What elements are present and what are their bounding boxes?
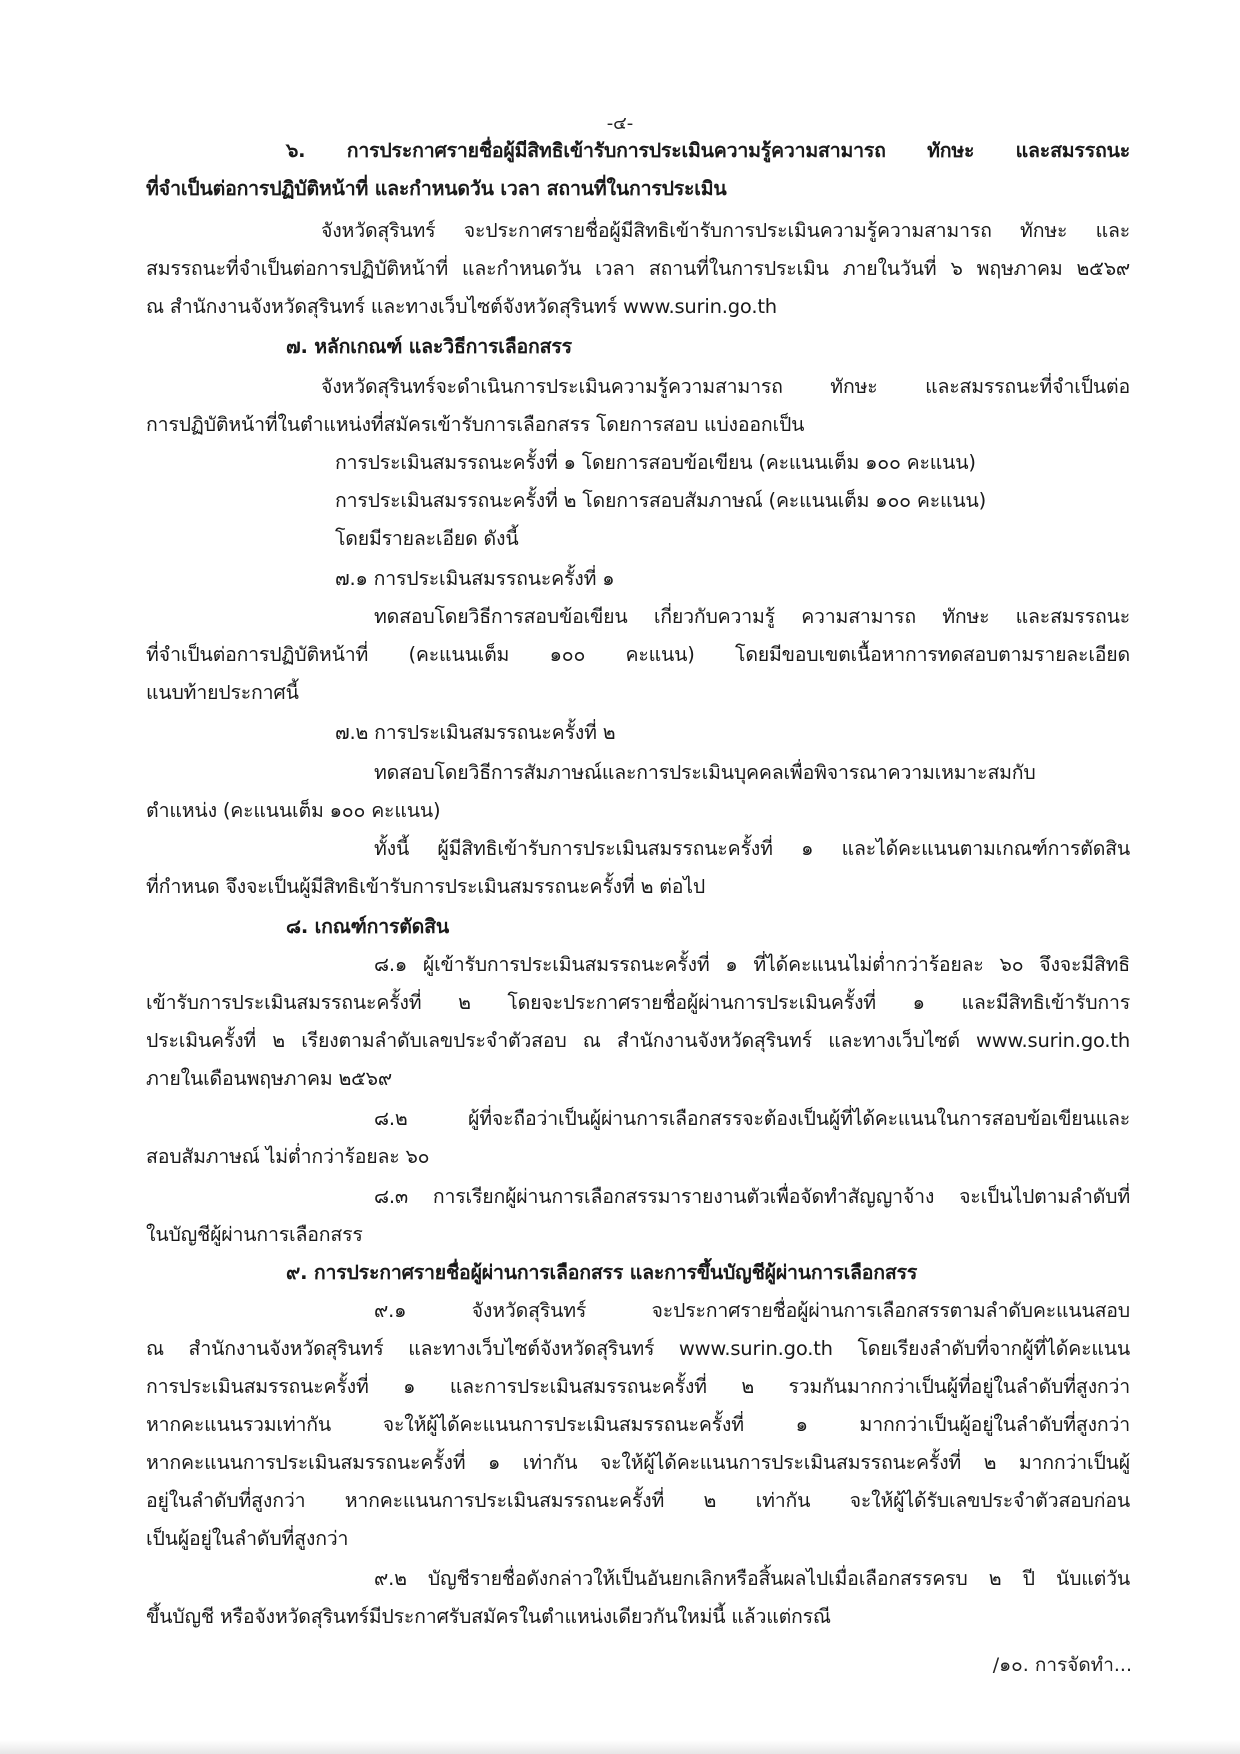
paragraph-line: ภายในเดือนพฤษภาคม ๒๕๖๙ bbox=[146, 1067, 392, 1090]
paragraph-line: ๙.๒ บัญชีรายชื่อดังกล่าวให้เป็นอันยกเลิกหรือสิ้นผลไปเมื่อเลือกสรรครบ ๒ ปี นับแต่วัน bbox=[374, 1567, 1130, 1590]
paragraph-line: ณ สำนักงานจังหวัดสุรินทร์ และทางเว็บไซต์จังหวัดสุรินทร์ www.surin.go.th โดยเรียงลำดับที่จากผู้ที่ได้คะแนน bbox=[146, 1337, 1130, 1360]
paragraph-line: ที่กำหนด จึงจะเป็นผู้มีสิทธิเข้ารับการประเมินสมรรถนะครั้งที่ ๒ ต่อไป bbox=[146, 875, 706, 898]
paragraph-line: หากคะแนนรวมเท่ากัน จะให้ผู้ได้คะแนนการประเมินสมรรถนะครั้งที่ ๑ มากกว่าเป็นผู้อยู่ในลำดับที่สูงกว่า bbox=[146, 1413, 1130, 1436]
paragraph-line: ๘.๑ ผู้เข้ารับการประเมินสมรรถนะครั้งที่ ๑ ที่ได้คะแนนไม่ต่ำกว่าร้อยละ ๖๐ จึงจะมีสิทธิ bbox=[374, 953, 1130, 976]
paragraph-line: การประเมินสมรรถนะครั้งที่ ๑ และการประเมินสมรรถนะครั้งที่ ๒ รวมกันมากกว่าเป็นผู้ที่อยู่ในลำดับที่สูงกว่า bbox=[146, 1375, 1130, 1398]
paragraph-line: แนบท้ายประกาศนี้ bbox=[146, 681, 299, 704]
section-heading: ๖. การประกาศรายชื่อผู้มีสิทธิเข้ารับการประเมินความรู้ความสามารถ ทักษะ และสมรรถนะ bbox=[286, 139, 1130, 162]
paragraph-line: ๗.๒ การประเมินสมรรถนะครั้งที่ ๒ bbox=[335, 721, 616, 744]
section-heading: ๗. หลักเกณฑ์ และวิธีการเลือกสรร bbox=[286, 335, 572, 358]
paragraph-line: เข้ารับการประเมินสมรรถนะครั้งที่ ๒ โดยจะประกาศรายชื่อผู้ผ่านการประเมินครั้งที่ ๑ และมีสิทธิเข้ารับการ bbox=[146, 991, 1130, 1014]
paragraph-line: ทดสอบโดยวิธีการสอบข้อเขียน เกี่ยวกับความรู้ ความสามารถ ทักษะ และสมรรถนะ bbox=[374, 605, 1130, 628]
page-number: -๔- bbox=[606, 113, 634, 134]
paragraph-line: ๘.๒ ผู้ที่จะถือว่าเป็นผู้ผ่านการเลือกสรรจะต้องเป็นผู้ที่ได้คะแนนในการสอบข้อเขียนและ bbox=[374, 1107, 1130, 1130]
paragraph-line: โดยมีรายละเอียด ดังนี้ bbox=[335, 527, 519, 550]
paragraph-line: ทั้งนี้ ผู้มีสิทธิเข้ารับการประเมินสมรรถนะครั้งที่ ๑ และได้คะแนนตามเกณฑ์การตัดสิน bbox=[374, 837, 1130, 860]
paragraph-line: ณ สำนักงานจังหวัดสุรินทร์ และทางเว็บไซต์จังหวัดสุรินทร์ www.surin.go.th bbox=[146, 295, 777, 318]
paragraph-line: ตำแหน่ง (คะแนนเต็ม ๑๐๐ คะแนน) bbox=[146, 799, 441, 822]
section-heading: ๙. การประกาศรายชื่อผู้ผ่านการเลือกสรร และการขึ้นบัญชีผู้ผ่านการเลือกสรร bbox=[286, 1261, 918, 1284]
paragraph-line: ขึ้นบัญชี หรือจังหวัดสุรินทร์มีประกาศรับสมัครในตำแหน่งเดียวกันใหม่นี้ แล้วแต่กรณี bbox=[146, 1605, 831, 1628]
paragraph-line: ๗.๑ การประเมินสมรรถนะครั้งที่ ๑ bbox=[335, 567, 615, 590]
paragraph-line: ประเมินครั้งที่ ๒ เรียงตามลำดับเลขประจำตัวสอบ ณ สำนักงานจังหวัดสุรินทร์ และทางเว็บไซต์ www.surin.go.th bbox=[146, 1029, 1130, 1052]
paragraph-line: จังหวัดสุรินทร์ จะประกาศรายชื่อผู้มีสิทธิเข้ารับการประเมินความรู้ความสามารถ ทักษะ และ bbox=[321, 219, 1130, 242]
paragraph-line: ทดสอบโดยวิธีการสัมภาษณ์และการประเมินบุคคลเพื่อพิจารณาความเหมาะสมกับ bbox=[374, 761, 1036, 784]
paragraph-line: ๘.๓ การเรียกผู้ผ่านการเลือกสรรมารายงานตัวเพื่อจัดทำสัญญาจ้าง จะเป็นไปตามลำดับที่ bbox=[374, 1185, 1130, 1208]
paragraph-line: ๙.๑ จังหวัดสุรินทร์ จะประกาศรายชื่อผู้ผ่านการเลือกสรรตามลำดับคะแนนสอบ bbox=[374, 1299, 1130, 1322]
paragraph-line: ที่จำเป็นต่อการปฏิบัติหน้าที่ (คะแนนเต็ม ๑๐๐ คะแนน) โดยมีขอบเขตเนื้อหาการทดสอบตามรายละเอียด bbox=[146, 643, 1130, 666]
section-heading: ๘. เกณฑ์การตัดสิน bbox=[286, 915, 449, 938]
paragraph-line: การประเมินสมรรถนะครั้งที่ ๒ โดยการสอบสัมภาษณ์ (คะแนนเต็ม ๑๐๐ คะแนน) bbox=[335, 489, 987, 512]
section-heading: ที่จำเป็นต่อการปฏิบัติหน้าที่ และกำหนดวัน เวลา สถานที่ในการประเมิน bbox=[146, 177, 727, 200]
paragraph-line: อยู่ในลำดับที่สูงกว่า หากคะแนนการประเมินสมรรถนะครั้งที่ ๒ เท่ากัน จะให้ผู้ได้รับเลขประจำตัวสอบก่อน bbox=[146, 1489, 1130, 1512]
paragraph-line: การปฏิบัติหน้าที่ในตำแหน่งที่สมัครเข้ารับการเลือกสรร โดยการสอบ แบ่งออกเป็น bbox=[146, 413, 805, 436]
paragraph-line: สอบสัมภาษณ์ ไม่ต่ำกว่าร้อยละ ๖๐ bbox=[146, 1145, 430, 1168]
paragraph-line: หากคะแนนการประเมินสมรรถนะครั้งที่ ๑ เท่ากัน จะให้ผู้ได้คะแนนการประเมินสมรรถนะครั้งที่ ๒ มากกว่าเป็นผู้ bbox=[146, 1451, 1130, 1474]
paragraph-line: การประเมินสมรรถนะครั้งที่ ๑ โดยการสอบข้อเขียน (คะแนนเต็ม ๑๐๐ คะแนน) bbox=[335, 451, 976, 474]
paragraph-line: สมรรถนะที่จำเป็นต่อการปฏิบัติหน้าที่ และกำหนดวัน เวลา สถานที่ในการประเมิน ภายในวันที่ ๖ พฤษภาคม ๒๕๖๙ bbox=[146, 257, 1130, 280]
paragraph-line: ในบัญชีผู้ผ่านการเลือกสรร bbox=[146, 1223, 363, 1246]
paragraph-line: จังหวัดสุรินทร์จะดำเนินการประเมินความรู้ความสามารถ ทักษะ และสมรรถนะที่จำเป็นต่อ bbox=[321, 375, 1130, 398]
continuation-marker: /๑๐. การจัดทำ... bbox=[992, 1654, 1132, 1676]
scan-edge bbox=[0, 1740, 1240, 1754]
paragraph-line: เป็นผู้อยู่ในลำดับที่สูงกว่า bbox=[146, 1527, 349, 1550]
